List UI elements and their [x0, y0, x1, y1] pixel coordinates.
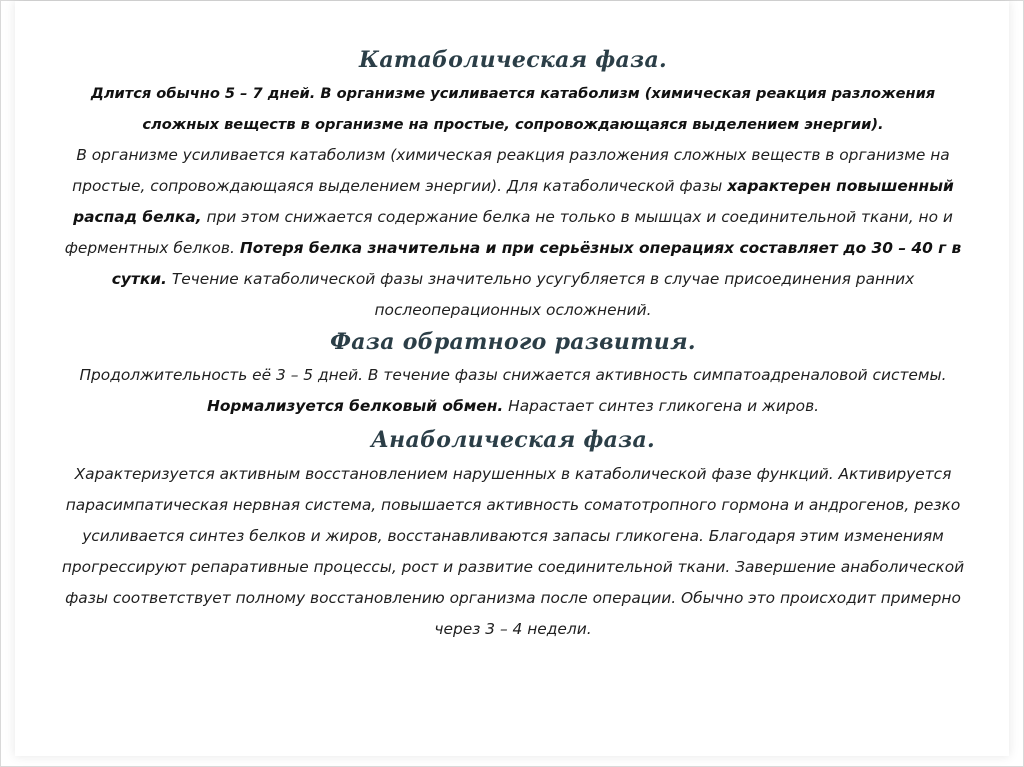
catabolic-phase-heading: Катаболическая фаза.	[359, 47, 667, 73]
anabolic-body-paragraph	[61, 459, 965, 645]
reverse-text-1: Продолжительность её 3 – 5 дней. В течение фазы снижается активность симпатоадреналовой системы.	[79, 366, 947, 384]
anabolic-phase-heading: Анаболическая фаза.	[370, 427, 656, 453]
anabolic-text: Характеризуется активным восстановлением нарушенных в катаболической фазе функций. Активируется парасимпатическая нервная система, повышается активность соматотропного гормона и андрогенов, резко усиливается синтез белков и жиров, восстанавливаются запасы гликогена. Благодаря этим изменениям прогрессируют репаративные процессы, рост и развитие соединительной ткани. Завершение анаболической фазы соответствует полному восстановлению организма после операции. Обычно это происходит примерно через 3 – 4 недели.	[61, 465, 965, 638]
catabolic-text-2: при этом снижается содержание белка не только в мышцах и соединительной ткани, но и ферментных белков.	[64, 208, 953, 257]
catabolic-bold-protein-loss: Потеря белка значительна и при серьёзных операциях составляет до 30 – 40 г в сутки.	[111, 239, 962, 288]
reverse-text-2: Нарастает синтез гликогена и жиров.	[508, 397, 820, 415]
catabolic-bold-protein-breakdown: характерен повышенный распад белка,	[73, 177, 954, 226]
slide-content	[61, 43, 965, 645]
catabolic-lead-paragraph: Длится обычно 5 – 7 дней. В организме усиливается катаболизм (химическая реакция разложения сложных веществ в организме на простые, сопровождающаяся выделением энергии).	[90, 85, 936, 133]
catabolic-text-3: Течение катаболической фазы значительно усугубляется в случае присоединения ранних послеоперационных осложнений.	[171, 270, 915, 319]
catabolic-text-1: В организме усиливается катаболизм (химическая реакция разложения сложных веществ в организме на простые, сопровождающаяся выделением энергии). Для катаболической фазы	[72, 146, 950, 195]
reverse-body-paragraph	[61, 360, 965, 422]
catabolic-body-paragraph	[61, 140, 965, 326]
reverse-phase-heading: Фаза обратного развития.	[330, 329, 696, 355]
reverse-bold-protein-exchange: Нормализуется белковый обмен.	[206, 397, 504, 415]
